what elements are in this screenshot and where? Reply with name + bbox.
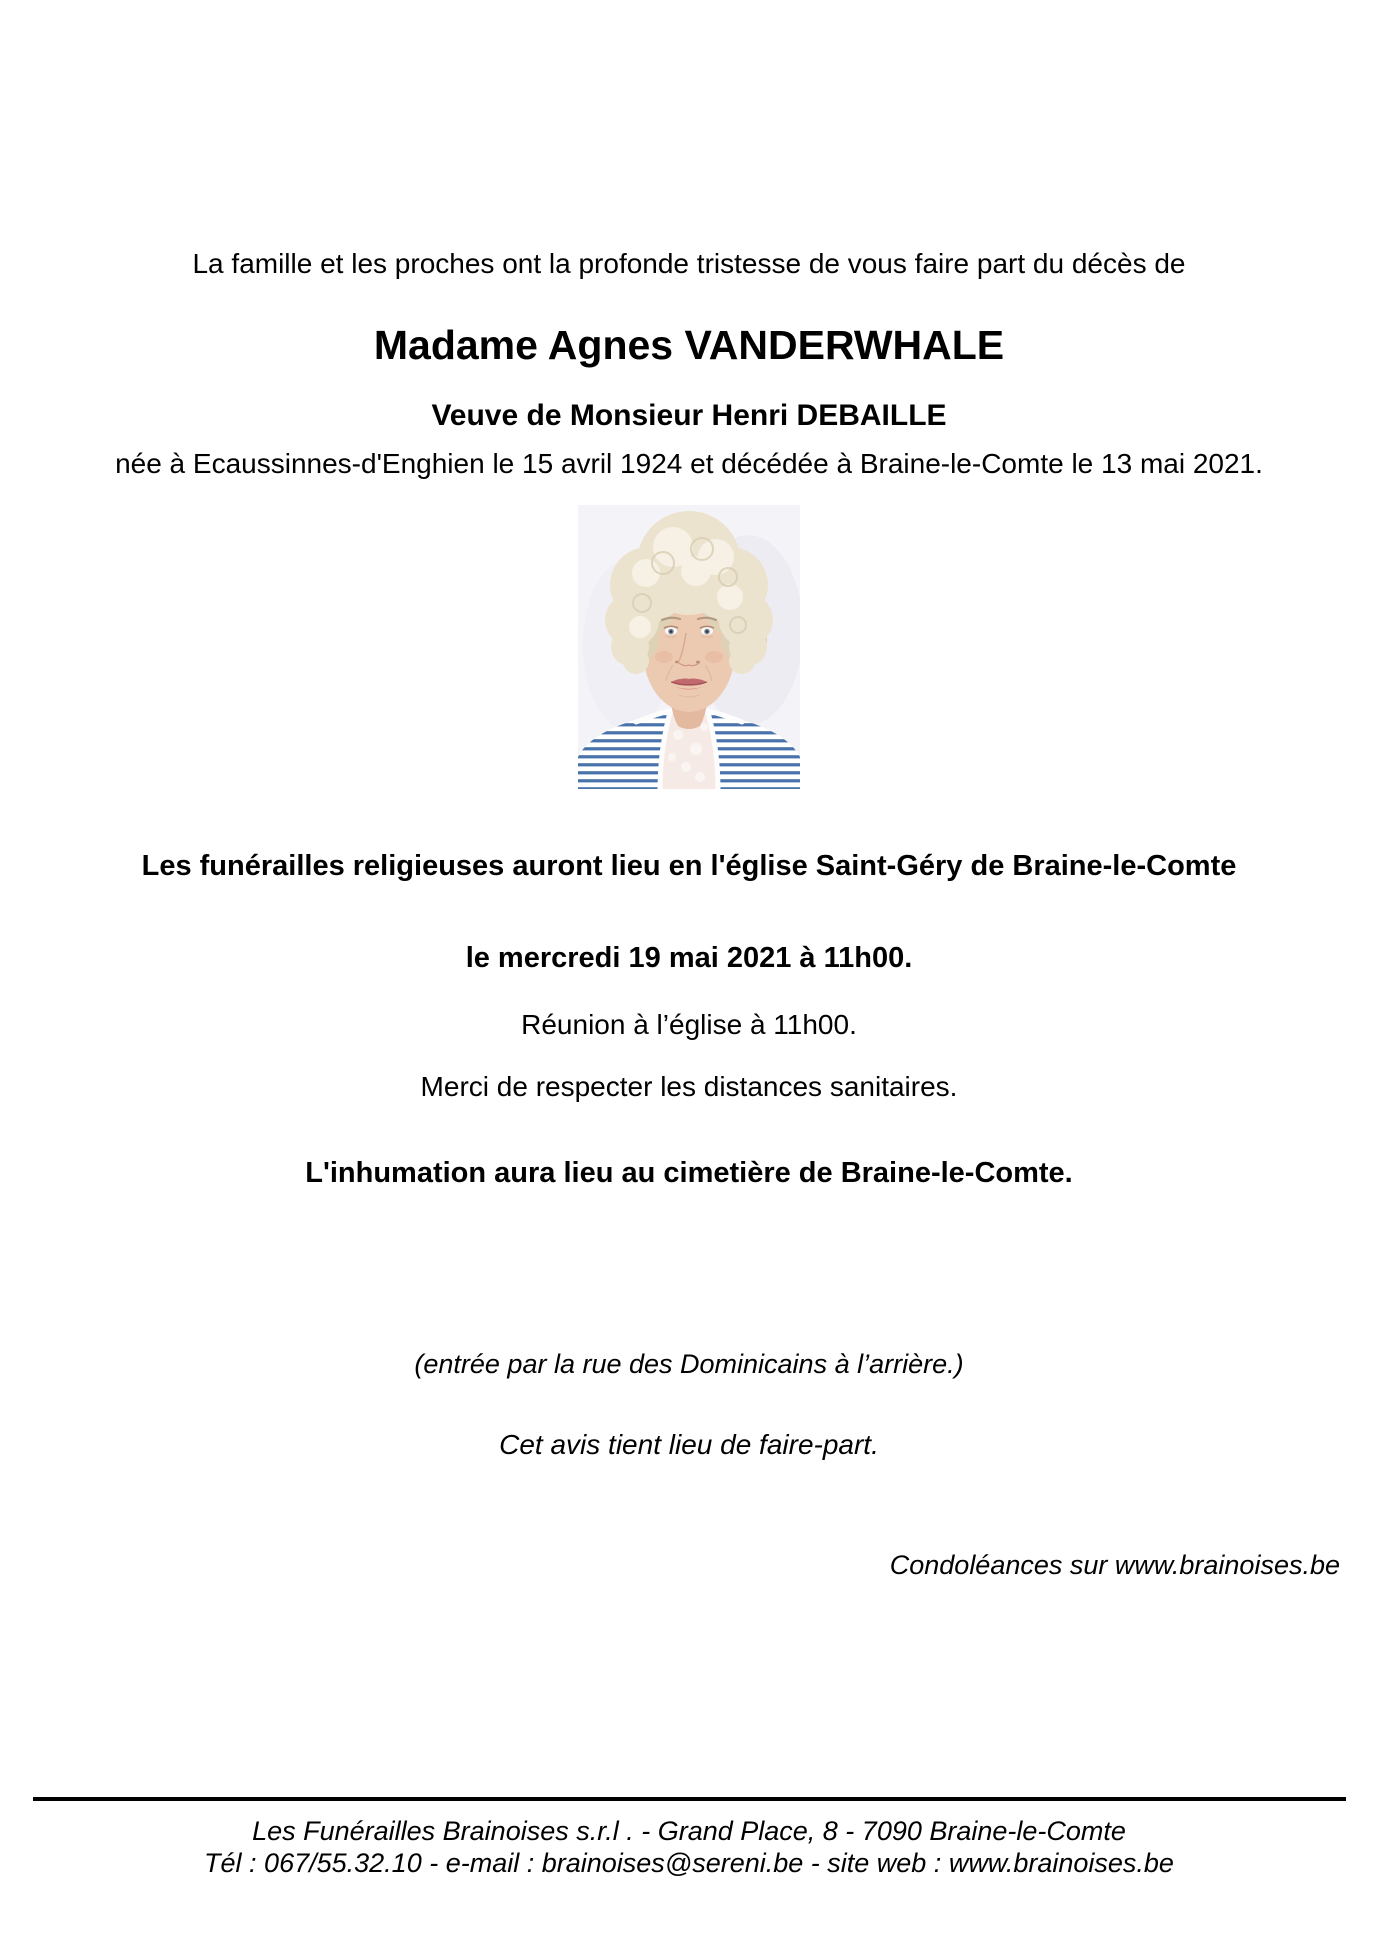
burial-text: L'inhumation aura lieu au cimetière de Braine-le-Comte. <box>305 1157 1073 1189</box>
portrait-photo <box>578 505 800 789</box>
ceremony-text: Les funérailles religieuses auront lieu en l'église Saint-Géry de Braine-le-Comte <box>141 850 1237 882</box>
condolences-text: Condoléances sur www.brainoises.be <box>889 1550 1340 1580</box>
sanitary-text: Merci de respecter les distances sanitaires. <box>420 1071 958 1102</box>
birth-death-text: née à Ecaussinnes-d'Enghien le 15 avril 1924 et décédée à Braine-le-Comte le 13 mai 2021. <box>115 448 1263 479</box>
intro-text: La famille et les proches ont la profonde tristesse de vous faire part du décès de <box>192 248 1186 279</box>
footer-contact: Tél : 067/55.32.10 - e-mail : brainoises@sereni.be - site web : www.brainoises.be <box>204 1848 1174 1878</box>
footer-company: Les Funérailles Brainoises s.r.l . - Grand Place, 8 - 7090 Braine-le-Comte <box>252 1816 1126 1846</box>
widow-relation: Veuve de Monsieur Henri DEBAILLE <box>431 399 947 432</box>
faire-part-text: Cet avis tient lieu de faire-part. <box>499 1429 879 1460</box>
deceased-name: Madame Agnes VANDERWHALE <box>373 322 1005 368</box>
ceremony-date-text: le mercredi 19 mai 2021 à 11h00. <box>465 942 913 974</box>
footer-divider <box>33 1797 1346 1801</box>
meeting-text: Réunion à l’église à 11h00. <box>521 1009 857 1040</box>
entrance-note-text: (entrée par la rue des Dominicains à l’arrière.) <box>414 1349 964 1379</box>
portrait-illustration <box>578 505 800 789</box>
